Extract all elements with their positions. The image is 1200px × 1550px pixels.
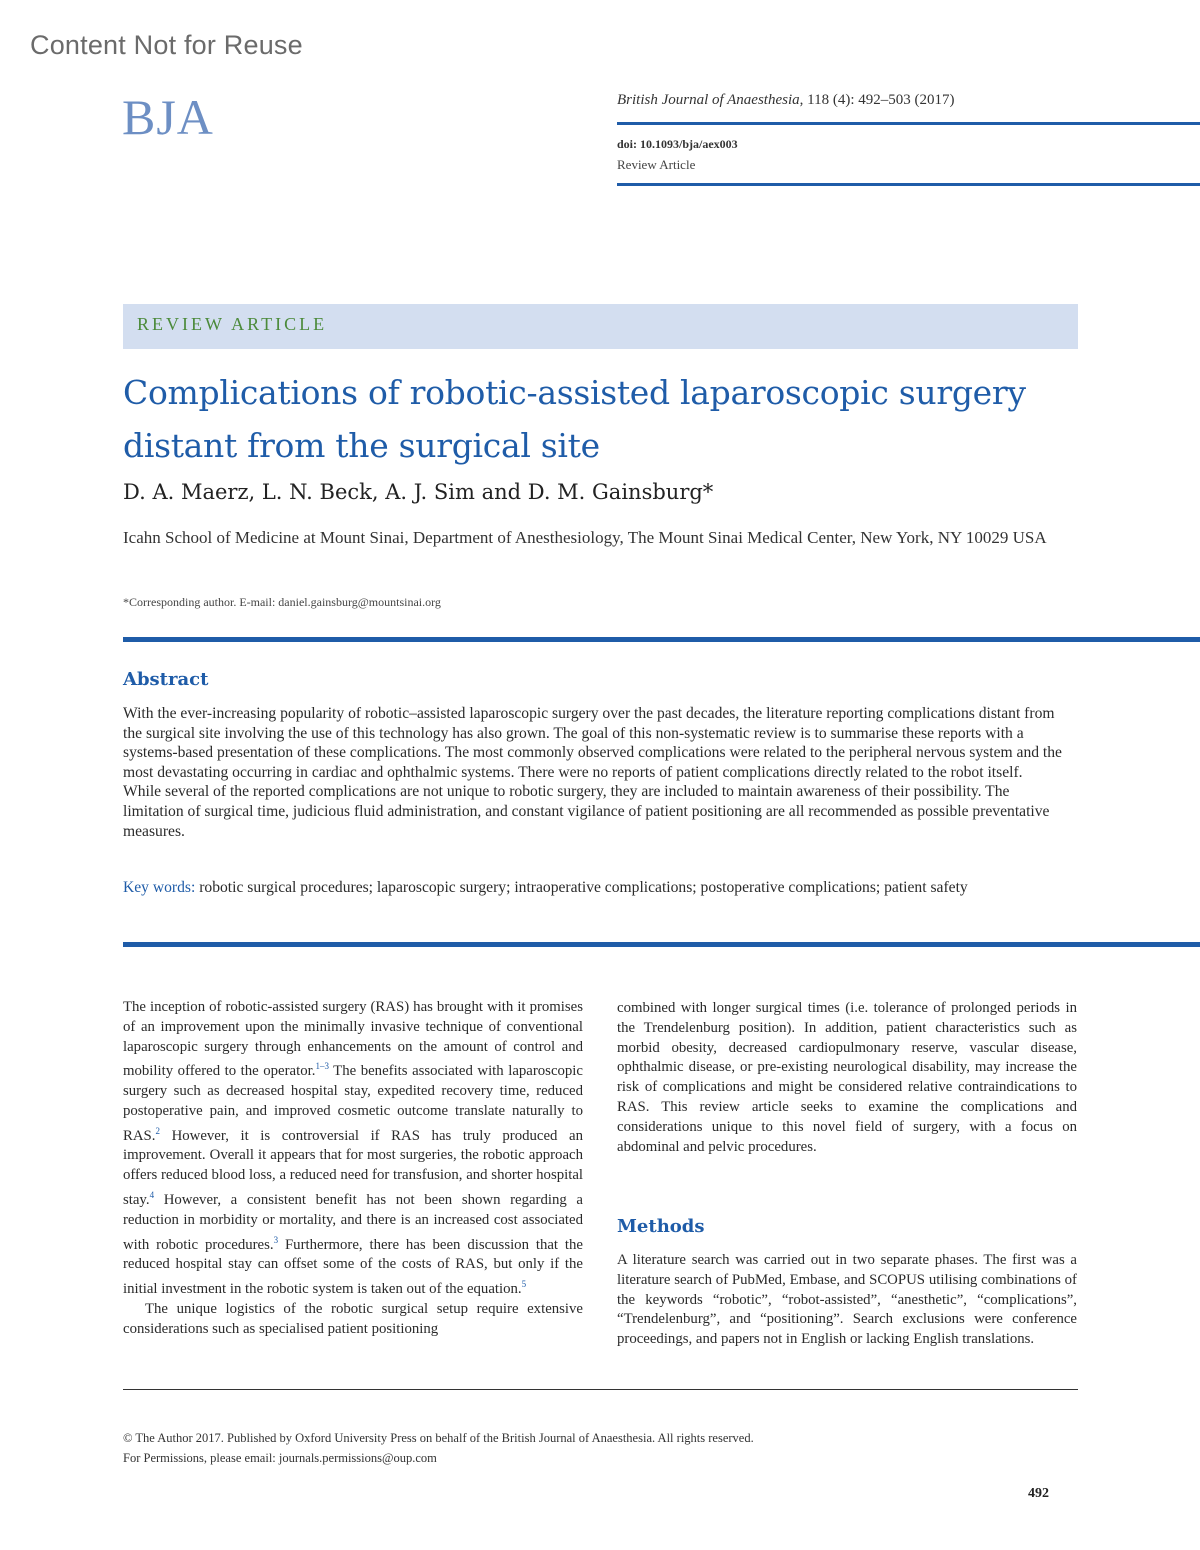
page-number: 492 xyxy=(1028,1486,1049,1501)
intro-text: However, it is controversial if RAS has truly produced an improvement. Overall it appears that for most surgeries, the robotic approach offers reduced blood loss, a reduced need for transfusion, and shorter hospital stay. xyxy=(123,1127,583,1208)
header-rule-bottom xyxy=(617,183,1200,186)
abstract-rule-bottom xyxy=(123,942,1200,947)
journal-name: British Journal of Anaesthesia xyxy=(617,92,800,108)
abstract-rule-top xyxy=(123,637,1200,642)
doi[interactable]: doi: 10.1093/bja/aex003 xyxy=(617,137,738,151)
citation-details: , 118 (4): 492–503 (2017) xyxy=(799,92,955,108)
methods-heading: Methods xyxy=(617,1216,705,1237)
intro-text: The inception of robotic-assisted surgery (RAS) has brought with it promises of an improvement upon the minimally invasive technique of conventional laparoscopic surgery through enhancements on the amount of control and mobility offered to the operator. xyxy=(123,999,583,1080)
keywords-label: Key words: xyxy=(123,879,196,896)
footer-rule xyxy=(123,1389,1078,1390)
intro-text: The benefits associated with laparoscopic surgery such as decreased hospital stay, expedited recovery time, reduced postoperative pain, and improved cosmetic outcome translate naturally to RAS. xyxy=(123,1063,583,1144)
methods-column xyxy=(617,1251,1077,1350)
citation-ref[interactable]: 2 xyxy=(155,1125,160,1136)
intro-text: Furthermore, there has been discussion that the reduced hospital stay can offset some of the costs of RAS, but only if the initial investment in the robotic system is taken out of the equation. xyxy=(123,1236,583,1297)
article-type-small: Review Article xyxy=(617,157,696,172)
citation-ref[interactable]: 3 xyxy=(273,1234,279,1245)
keywords xyxy=(123,877,1063,898)
footer xyxy=(123,1428,754,1468)
citation-ref[interactable]: 4 xyxy=(149,1190,155,1201)
abstract-heading: Abstract xyxy=(123,669,209,690)
intro-paragraph-2-continued: combined with longer surgical times (i.e. tolerance of prolonged periods in the Trendelenburg position). In addition, patient characteristics such as morbid obesity, decreased cardiopulmonary reserve, vascular disease, ophthalmic disease, or pre-existing neurological disability, may increase the risk of complications and might be considered relative contraindications to RAS. This review article seeks to examine the complications and considerations unique to this novel field of surgery, with a focus on abdominal and pelvic procedures. xyxy=(617,1000,1077,1155)
intro-paragraph-1 xyxy=(123,998,583,1300)
permissions-notice: For Permissions, please email: journals.permissions@oup.com xyxy=(123,1451,437,1465)
affiliation: Icahn School of Medicine at Mount Sinai, Department of Anesthesiology, The Mount Sinai Medical Center, New York, NY 10029 USA xyxy=(123,528,1047,547)
watermark: Content Not for Reuse xyxy=(30,30,303,60)
keywords-text: robotic surgical procedures; laparoscopic surgery; intraoperative complications; postoperative complications; patient safety xyxy=(195,879,968,896)
abstract-text: With the ever-increasing popularity of robotic–assisted laparoscopic surgery over the past decades, the literature reporting complications distant from the surgical site involving the use of this technology has also grown. The goal of this non-systematic review is to summarise these reports with a systems-based presentation of these complications. The most commonly observed complications were related to the peripheral nervous system and the most devastating occurring in cardiac and ophthalmic systems. There were no reports of patient complications directly related to the robot itself. While several of the reported complications are not unique to robotic surgery, they are included to maintain awareness of their possibility. The limitation of surgical time, judicious fluid administration, and constant vigilance of patient positioning are all recommended as possible preventative measures. xyxy=(123,705,1062,840)
intro-paragraph-2: The unique logistics of the robotic surgical setup require extensive considerations such as specialised patient positioning xyxy=(123,1300,583,1337)
article-title: Complications of robotic-assisted laparoscopic surgery distant from the surgical site xyxy=(123,373,1026,465)
citation-ref[interactable]: 1–3 xyxy=(315,1061,329,1072)
journal-citation xyxy=(617,92,954,109)
intro-text: However, a consistent benefit has not been shown regarding a reduction in morbidity or mortality, and there is an increased cost associated with robotic procedures. xyxy=(123,1191,583,1253)
body-column-right xyxy=(617,999,1077,1157)
banner-label: REVIEW ARTICLE xyxy=(137,314,328,334)
journal-logo: BJA xyxy=(122,89,214,145)
body-column-left xyxy=(123,998,583,1339)
article-type-banner xyxy=(123,304,1078,349)
corresponding-author: *Corresponding author. E-mail: daniel.gainsburg@mountsinai.org xyxy=(123,595,441,609)
header-rule-top xyxy=(617,122,1200,125)
methods-paragraph-1: A literature search was carried out in two separate phases. The first was a literature search of PubMed, Embase, and SCOPUS utilising combinations of the keywords “robotic”, “robot-assisted”, “anesthetic”, “complications”, “Trendelenburg”, and “positioning”. Search exclusions were conference proceedings, and papers not in English or lacking English translations. xyxy=(617,1252,1077,1348)
citation-ref[interactable]: 5 xyxy=(521,1279,527,1290)
authors: D. A. Maerz, L. N. Beck, A. J. Sim and D. M. Gainsburg* xyxy=(123,480,714,504)
copyright-notice: © The Author 2017. Published by Oxford University Press on behalf of the British Journal of Anaesthesia. All rights reserved. xyxy=(123,1431,754,1445)
